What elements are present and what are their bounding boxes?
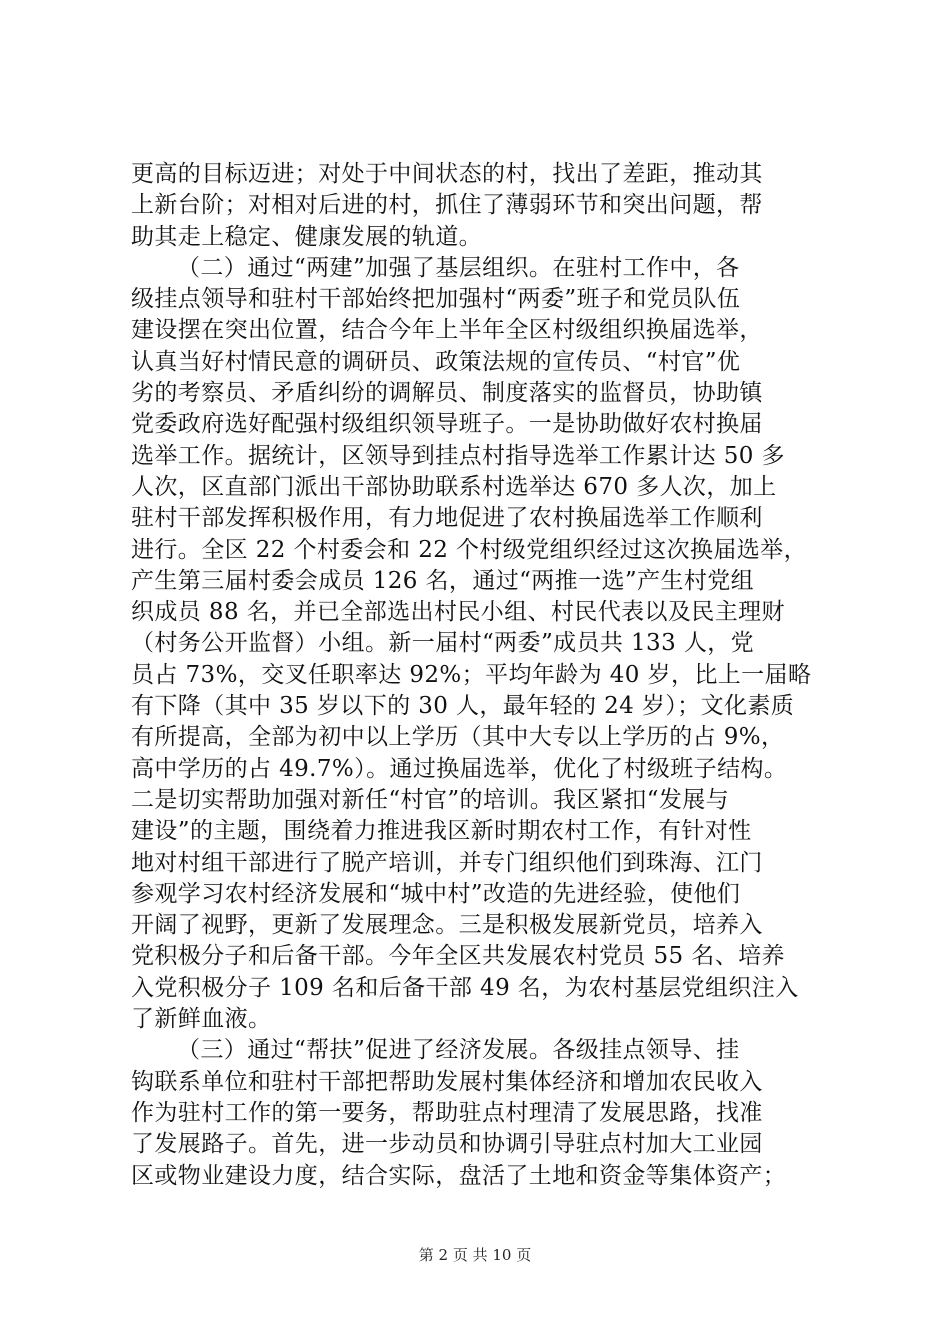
text-line: 钩联系单位和驻村干部把帮助发展村集体经济和增加农民收入 bbox=[131, 1068, 763, 1095]
text-line: 入党积极分子 109 名和后备干部 49 名，为农村基层党组织注入 bbox=[131, 974, 799, 1001]
text-line: 参观学习农村经济发展和“城中村”改造的先进经验，使他们 bbox=[131, 880, 741, 907]
text-line: 选举工作。据统计，区领导到挂点村指导选举工作累计达 50 多 bbox=[131, 442, 785, 469]
document-body bbox=[131, 159, 831, 1192]
text-line: 上新台阶；对相对后进的村，抓住了薄弱环节和突出问题，帮 bbox=[131, 192, 763, 219]
text-line: 了发展路子。首先，进一步动员和协调引导驻点村加大工业园 bbox=[131, 1131, 763, 1158]
text-line: 更高的目标迈进；对处于中间状态的村，找出了差距，推动其 bbox=[131, 161, 763, 187]
text-line: 进行。全区 22 个村委会和 22 个村级党组织经过这次换届选举， bbox=[131, 536, 807, 563]
text-line: 了新鲜血液。 bbox=[131, 1006, 272, 1033]
text-line: 党委政府选好配强村级组织领导班子。一是协助做好农村换届 bbox=[131, 411, 763, 438]
page-number-footer: 第 2 页 共 10 页 bbox=[418, 1246, 532, 1264]
text-line: 员占 73%，交叉任职率达 92%；平均年龄为 40 岁，比上一届略 bbox=[131, 661, 812, 688]
paragraph-start-line: （三）通过“帮扶”促进了经济发展。各级挂点领导、挂 bbox=[177, 1037, 740, 1064]
text-line: 驻村干部发挥积极作用，有力地促进了农村换届选举工作顺利 bbox=[131, 505, 763, 532]
paragraph-start-line: （二）通过“两建”加强了基层组织。在驻村工作中，各 bbox=[177, 254, 740, 281]
text-line: （村务公开监督）小组。新一届村“两委”成员共 133 人，党 bbox=[131, 630, 755, 657]
text-line: 作为驻村工作的第一要务，帮助驻点村理清了发展思路，找准 bbox=[131, 1099, 763, 1126]
text-line: 有下降（其中 35 岁以下的 30 人，最年轻的 24 岁）；文化素质 bbox=[131, 693, 795, 720]
text-line: 有所提高，全部为初中以上学历（其中大专以上学历的占 9%， bbox=[131, 724, 785, 751]
text-line: 地对村组干部进行了脱产培训，并专门组织他们到珠海、江门 bbox=[131, 849, 763, 876]
text-line: 级挂点领导和驻村干部始终把加强村“两委”班子和党员队伍 bbox=[131, 286, 741, 313]
text-line: 产生第三届村委会成员 126 名，通过“两推一选”产生村党组 bbox=[131, 567, 755, 594]
text-line: 区或物业建设力度，结合实际，盘活了土地和资金等集体资产； bbox=[131, 1162, 787, 1189]
text-line: 建设”的主题，围绕着力推进我区新时期农村工作，有针对性 bbox=[131, 818, 752, 845]
text-line: 认真当好村情民意的调研员、政策法规的宣传员、“村官”优 bbox=[131, 348, 741, 375]
text-line: 助其走上稳定、健康发展的轨道。 bbox=[131, 223, 482, 250]
text-line: 开阔了视野，更新了发展理念。三是积极发展新党员，培养入 bbox=[131, 912, 763, 939]
text-line: 高中学历的占 49.7%）。通过换届选举，优化了村级班子结构。 bbox=[131, 755, 788, 782]
text-line: 劣的考察员、矛盾纠纷的调解员、制度落实的监督员，协助镇 bbox=[131, 380, 763, 407]
text-line: 织成员 88 名，并已全部选出村民小组、村民代表以及民主理财 bbox=[131, 599, 785, 626]
text-line: 建设摆在突出位置，结合今年上半年全区村级组织换届选举， bbox=[131, 317, 763, 344]
text-line: 党积极分子和后备干部。今年全区共发展农村党员 55 名、培养 bbox=[131, 943, 785, 970]
text-line: 人次，区直部门派出干部协助联系村选举达 670 多人次，加上 bbox=[131, 473, 777, 500]
text-line: 二是切实帮助加强对新任“村官”的培训。我区紧扣“发展与 bbox=[131, 786, 730, 813]
